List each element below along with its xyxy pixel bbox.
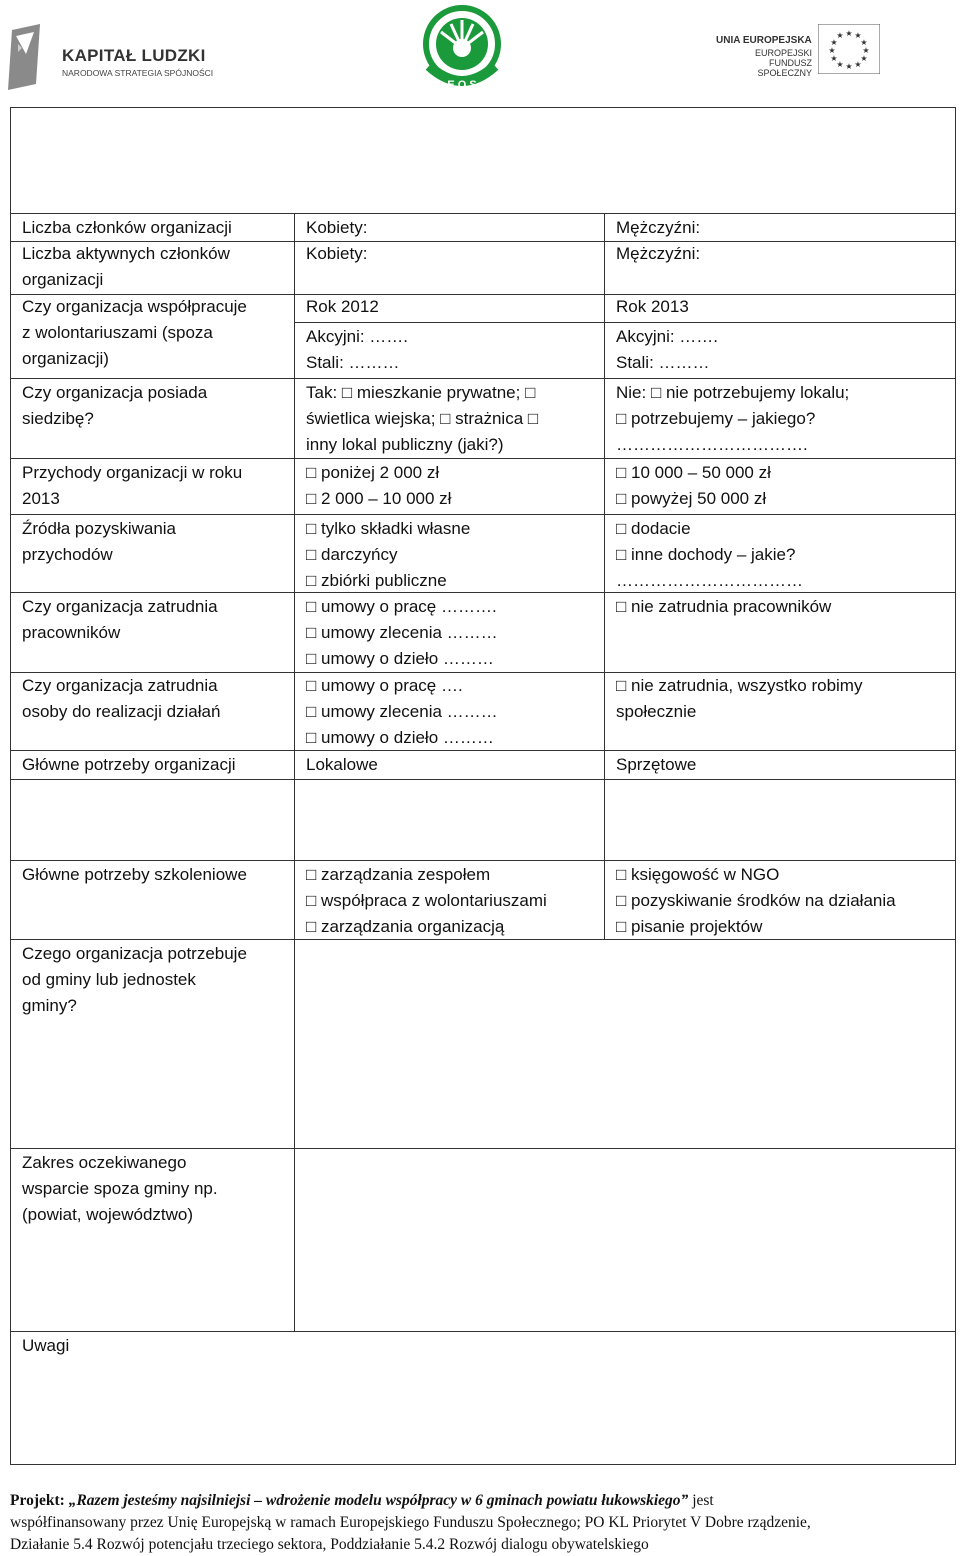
options-income-sources-a[interactable] <box>306 516 470 594</box>
eos-logo <box>417 4 507 94</box>
ue-subtitle <box>716 48 812 78</box>
header-year-2012: Rok 2012 <box>306 297 379 316</box>
option-volunteer-work[interactable] <box>616 673 862 725</box>
field-notes[interactable] <box>22 1362 942 1457</box>
row-divider <box>11 514 955 515</box>
label-income-2013 <box>22 460 242 512</box>
field-external-support[interactable] <box>300 1150 950 1325</box>
footer-line1 <box>10 1490 950 1512</box>
option-line: □ zarządzania zespołem <box>306 865 491 884</box>
label-active-members <box>22 241 230 293</box>
eos-wheel-icon <box>417 4 507 94</box>
label-line: Przychody organizacji w roku <box>22 463 243 482</box>
eos-text: E.O.S <box>447 79 477 91</box>
label-line: Czego organizacja potrzebuje <box>22 944 247 963</box>
svg-text:★: ★ <box>828 46 836 55</box>
kapital-ludzki-flag-icon <box>6 24 46 90</box>
field-members-men[interactable] <box>616 215 700 241</box>
field-line: Stali: ……… <box>306 353 400 372</box>
label-line: Czy organizacja zatrudnia <box>22 676 218 695</box>
svg-text:★: ★ <box>862 46 870 55</box>
svg-text:★: ★ <box>845 62 853 71</box>
field-line: Kobiety: <box>306 218 368 237</box>
label-line: Czy organizacja posiada <box>22 383 208 402</box>
option-line: □ pisanie projektów <box>616 917 763 936</box>
row-divider <box>11 860 955 861</box>
label-line: Główne potrzeby szkoleniowe <box>22 865 247 884</box>
option-line: □ księgowość w NGO <box>616 865 780 884</box>
label-line: przychodów <box>22 545 113 564</box>
label-employees <box>22 594 218 646</box>
option-line: □ powyżej 50 000 zł <box>616 489 767 508</box>
field-line: Mężczyźni: <box>616 218 701 237</box>
option-line: □ tylko składki własne <box>306 519 471 538</box>
footer-prefix: Projekt: <box>10 1492 69 1509</box>
label-line: pracowników <box>22 623 121 642</box>
row-divider <box>11 779 955 780</box>
label-line: wsparcie spoza gminy np. <box>22 1179 218 1198</box>
ue-subtitle-line1: EUROPEJSKI <box>754 48 812 58</box>
footer-line1-tail: jest <box>688 1492 714 1509</box>
label-volunteers <box>22 294 247 372</box>
label-line: Źródła pozyskiwania <box>22 519 177 538</box>
option-line: □ potrzebujemy – jakiego? <box>616 409 816 428</box>
svg-text:★: ★ <box>860 54 868 63</box>
option-line: Nie: □ nie potrzebujemy lokalu; <box>616 383 850 402</box>
option-line: inny lokal publiczny (jaki?) <box>306 435 504 454</box>
unia-europejska-logo <box>712 24 952 84</box>
option-line: □ zarządzania organizacją <box>306 917 505 936</box>
label-training-needs <box>22 862 247 888</box>
label-income-sources <box>22 516 176 568</box>
footer-line3: Działanie 5.4 Rozwój potencjału trzeciego sektora, Poddziałanie 5.4.2 Rozwój dialogu obywatelskiego <box>10 1536 649 1553</box>
label-main-needs <box>22 752 236 778</box>
footer-project-name: „Razem jesteśmy najsilniejsi – wdrożenie modelu współpracy w 6 gminach powiatu łukowskiego” <box>68 1492 689 1509</box>
options-training-b[interactable] <box>616 862 896 940</box>
field-volunteers-2013[interactable] <box>616 324 718 376</box>
label-line: Czy organizacja współpracuje <box>22 297 247 316</box>
option-line: □ darczyńcy <box>306 545 398 564</box>
label-line: (powiat, województwo) <box>22 1205 194 1224</box>
row-divider <box>11 458 955 459</box>
field-active-women[interactable] <box>306 241 367 267</box>
option-line: □ dodacie <box>616 519 691 538</box>
svg-text:★: ★ <box>830 54 838 63</box>
label-line: organizacji) <box>22 349 109 368</box>
svg-text:★: ★ <box>830 38 838 47</box>
options-project-contracts[interactable] <box>306 673 498 751</box>
field-line: Stali: ……… <box>616 353 710 372</box>
label-line: z wolontariuszami (spoza <box>22 323 213 342</box>
header-needs-equipment: Sprzętowe <box>616 755 697 774</box>
header-needs-premises: Lokalowe <box>306 755 378 774</box>
field-line: Kobiety: <box>306 244 368 263</box>
label-line: organizacji <box>22 270 104 289</box>
label-line: osoby do realizacji działań <box>22 702 221 721</box>
option-line: …………………………… <box>616 571 803 590</box>
options-income-high[interactable] <box>616 460 771 512</box>
ue-title: UNIA EUROPEJSKA <box>716 35 812 46</box>
field-municipality-needs[interactable] <box>300 941 950 1141</box>
footer-line2: współfinansowany przez Unię Europejską w ramach Europejskiego Funduszu Społecznego; PO KL Priorytet V Dobre rządzenie, <box>10 1514 811 1531</box>
svg-text:★: ★ <box>854 31 862 40</box>
option-line: □ umowy o pracę ………. <box>306 597 497 616</box>
option-line: □ pozyskiwanie środków na działania <box>616 891 896 910</box>
option-line: □ umowy o dzieło ……… <box>306 728 494 747</box>
kapital-ludzki-subtitle: NARODOWA STRATEGIA SPÓJNOŚCI <box>62 68 214 78</box>
option-line: □ poniżej 2 000 zł <box>306 463 440 482</box>
label-line: Zakres oczekiwanego <box>22 1153 187 1172</box>
svg-text:★: ★ <box>836 60 844 69</box>
svg-text:★: ★ <box>860 38 868 47</box>
option-line: □ inne dochody – jakie? <box>616 545 796 564</box>
col-divider <box>294 213 295 939</box>
label-line: siedzibę? <box>22 409 94 428</box>
option-line: □ umowy o pracę …. <box>306 676 463 695</box>
label-line: 2013 <box>22 489 60 508</box>
option-line: □ zbiórki publiczne <box>306 571 447 590</box>
options-employment-contracts[interactable] <box>306 594 498 672</box>
svg-text:★: ★ <box>845 29 853 38</box>
option-line: Tak: □ mieszkanie prywatne; □ <box>306 383 536 402</box>
label-line: od gminy lub jednostek <box>22 970 196 989</box>
label-line: gminy? <box>22 996 77 1015</box>
label-project-staff <box>22 673 220 725</box>
kapital-ludzki-title: KAPITAŁ LUDZKI <box>62 46 206 65</box>
label-line: Liczba członków organizacji <box>22 218 232 237</box>
label-line: Uwagi <box>22 1336 70 1355</box>
options-headquarters-yes[interactable] <box>306 380 538 458</box>
option-line: □ nie zatrudnia pracowników <box>616 597 832 616</box>
label-headquarters <box>22 380 207 432</box>
label-notes <box>22 1333 69 1359</box>
field-volunteers-2012[interactable] <box>306 324 408 376</box>
svg-text:★: ★ <box>836 31 844 40</box>
project-footer <box>10 1490 950 1556</box>
option-line: □ umowy o dzieło ……… <box>306 649 494 668</box>
options-income-sources-b[interactable] <box>616 516 803 594</box>
option-line: □ 10 000 – 50 000 zł <box>616 463 771 482</box>
option-line: □ 2 000 – 10 000 zł <box>306 489 452 508</box>
label-external-support <box>22 1150 218 1228</box>
row-divider <box>11 213 955 214</box>
options-income-low[interactable] <box>306 460 451 512</box>
col-divider <box>604 213 605 939</box>
label-municipality-needs <box>22 941 247 1019</box>
row-divider <box>11 592 955 593</box>
row-divider <box>11 1148 955 1149</box>
label-line: Liczba aktywnych członków <box>22 244 230 263</box>
row-divider <box>295 322 955 323</box>
option-no-employees[interactable] <box>616 594 831 620</box>
option-line: społecznie <box>616 702 697 721</box>
row-divider <box>11 1331 955 1332</box>
option-line: świetlica wiejska; □ strażnica □ <box>306 409 539 428</box>
label-line: Czy organizacja zatrudnia <box>22 597 218 616</box>
option-line: □ nie zatrudnia, wszystko robimy <box>616 676 863 695</box>
option-line: □ umowy zlecenia ……… <box>306 702 498 721</box>
options-training-a[interactable] <box>306 862 547 940</box>
svg-text:★: ★ <box>854 60 862 69</box>
ue-subtitle-line2: FUNDUSZ SPOŁECZNY <box>757 58 812 78</box>
options-headquarters-no[interactable] <box>616 380 849 458</box>
label-members-count <box>22 215 232 241</box>
col-divider <box>294 939 295 1331</box>
option-line: □ umowy zlecenia ……… <box>306 623 498 642</box>
option-line: □ współpraca z wolontariuszami <box>306 891 547 910</box>
field-line: Akcyjni: ……. <box>616 327 719 346</box>
option-line: ……………………………. <box>616 435 808 454</box>
field-members-women[interactable] <box>306 215 367 241</box>
field-active-men[interactable] <box>616 241 700 267</box>
label-line: Główne potrzeby organizacji <box>22 755 236 774</box>
kapital-ludzki-logo <box>6 24 226 94</box>
eu-stars-icon <box>818 24 880 74</box>
header-year-2013: Rok 2013 <box>616 297 689 316</box>
field-line: Mężczyźni: <box>616 244 701 263</box>
field-line: Akcyjni: ……. <box>306 327 409 346</box>
row-divider <box>11 378 955 379</box>
